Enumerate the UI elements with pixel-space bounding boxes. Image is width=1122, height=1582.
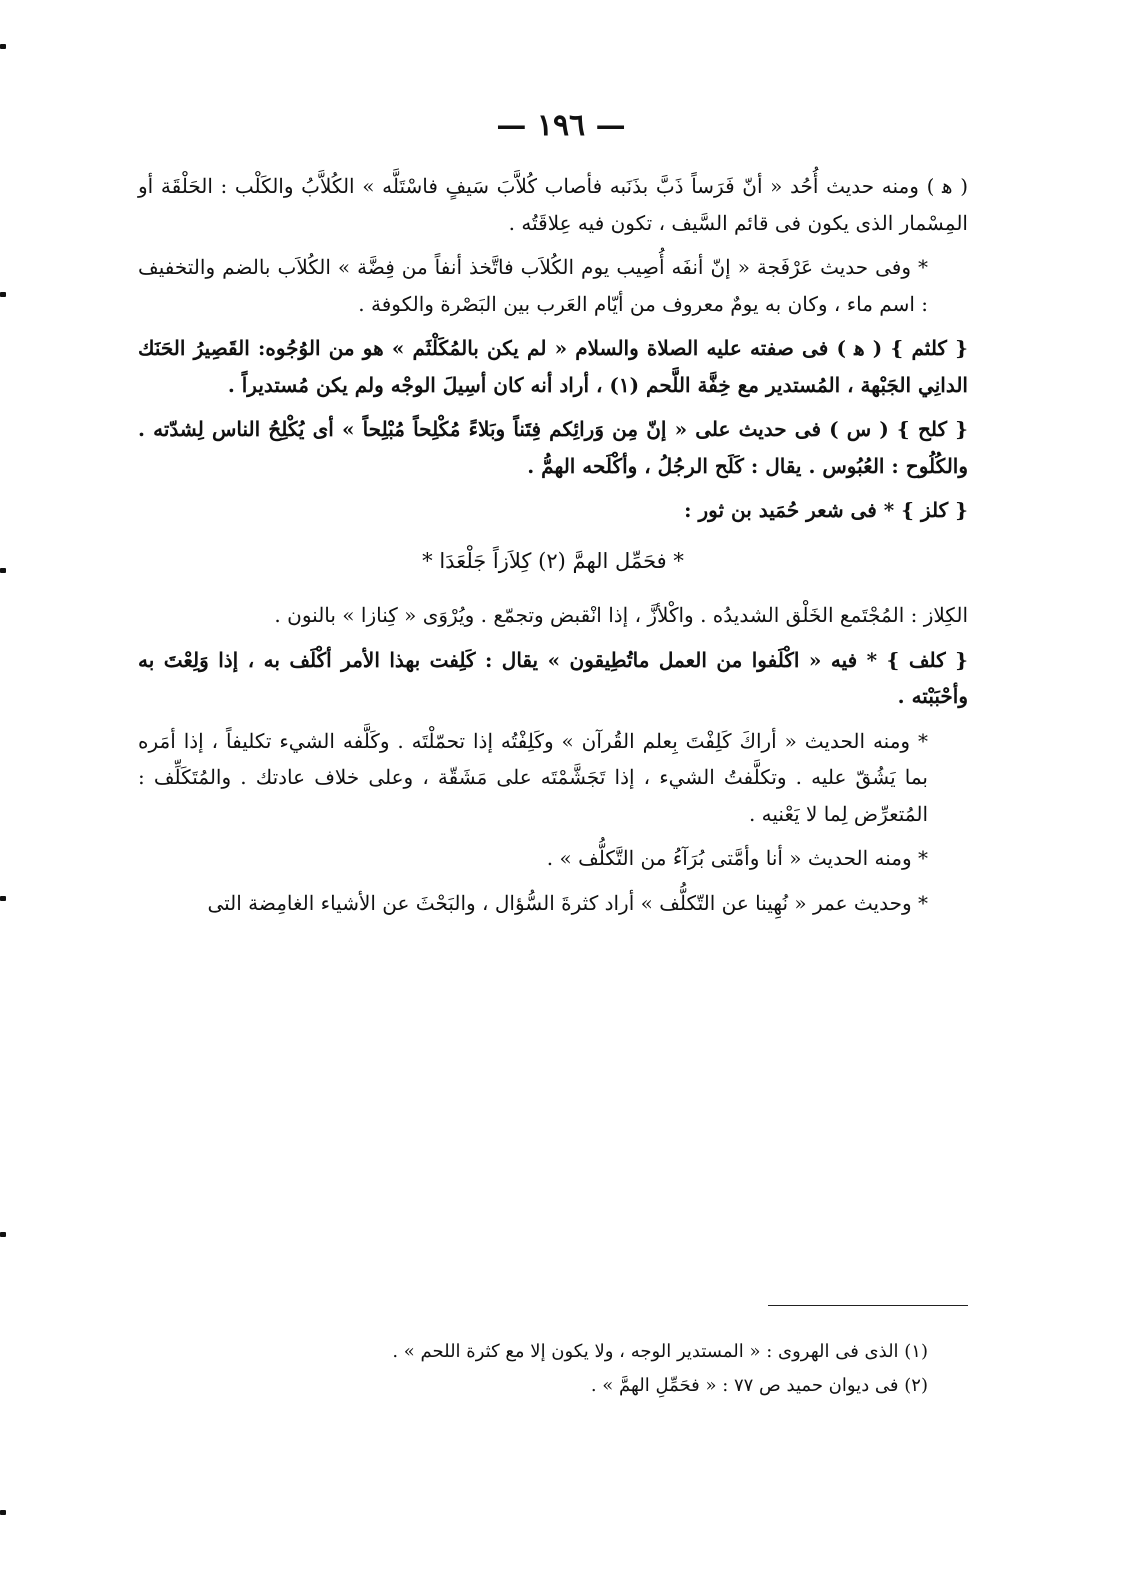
footnotes	[138, 1335, 928, 1403]
footnote-1: (١) الذى فى الهروى : « المستدير الوجه ، ولا يكون إلا مع كثرة اللحم » .	[392, 1341, 928, 1362]
entry-paragraph-kalthama: { كلثم } ( ﻫ ) فى صفته عليه الصلاة والسلام « لم يكن بالمُكَلْثَم » هو من الوُجُوه: القَصِيرُ الحَنَك الدانِي الجَبْهة ، المُستدير مع خِفَّة اللَّحم (١) ، أراد أنه كان أسِيلَ الوجْه ولم يكن مُستديراً .	[138, 336, 968, 397]
paragraph: * ومنه الحديث « أنا وأمَّتى بُرَآءُ من التَّكلُّف » .	[546, 846, 928, 870]
scan-edge-mark	[0, 568, 6, 573]
verse-line: * فحَمِّل الهمَّ (٢) كِلاَزاً جَلْعَدَا *	[422, 548, 684, 573]
entry-paragraph-kalafa: { كلف } * فيه « اكْلَفوا من العمل ماتُطِيقون » يقال : كَلِفت بهذا الأمر أكْلَف به ، إذا وَلِعْتَ به وأحْبَبْته .	[138, 647, 968, 708]
footnote-divider	[768, 1305, 968, 1306]
page-number: — ١٩٦ —	[496, 108, 626, 143]
paragraph: * وحديث عمر « نُهِينا عن التّكلُّف » أراد كثرةَ السُّؤال ، والبَحْثَ عن الأشياء الغامِضة التى	[207, 890, 928, 915]
entry-paragraph-kalaha: { كلح } ( س ) فى حديث على « إنّ مِن وَرائِكم فِتَناً وبَلاءً مُكْلِحاً مُبْلِحاً » أى يُكْلِحُ الناس لِشدّته . والكُلُوح : العُبُوس . يقال : كَلَح الرجُلُ ، وأكْلَحه الهمُّ .	[138, 417, 968, 478]
paragraph: ( ﻫ ) ومنه حديث أُحُد « أنّ فَرَساً ذَبَّ بذَنَبه فأصاب كُلاَّبَ سَيفٍ فاسْتَلَّه » الكُلاَّبُ والكَلْب : الحَلْقَة أو المِسْمار الذى يكون فى قائم السَّيف ، تكون فيه عِلاقَتُه .	[138, 174, 968, 235]
scan-edge-mark	[0, 1510, 6, 1515]
scan-edge-mark	[0, 1232, 6, 1237]
paragraph: * وفى حديث عَرْفَجة « إنّ أنفَه أُصِيب يوم الكُلاَب فاتَّخذ أنفاً من فِضَّة » الكُلاَب بالضم والتخفيف : اسم ماء ، وكان به يومٌ معروف من أيّام العَرب بين البَصْرة والكوفة .	[138, 255, 928, 316]
scan-edge-mark	[0, 44, 6, 49]
scan-edge-mark	[0, 292, 6, 297]
scan-edge-mark	[0, 896, 6, 901]
entry-paragraph-kalaza: { كلز } * فى شعر حُمَيد بن ثور :	[684, 498, 968, 522]
main-text	[138, 168, 968, 929]
paragraph: الكِلاز : المُجْتَمع الخَلْق الشديدُه . واكْلأزَّ ، إذا انْقبض وتجمّع . ويُرْوَى « كِنازا » بالنون .	[274, 603, 968, 627]
paragraph: * ومنه الحديث « أراكَ كَلِفْتَ بِعلم القُرآن » وكَلِفْتُه إذا تحمّلْتَه . وكَلَّفه الشيء تكليفاً ، إذا أمَره بما يَشُقّ عليه . وتكلَّفتُ الشيء ، إذا تَجَشَّمْتَه على مَشَقّة ، وعلى خلاف عادتك . والمُتَكَلِّف : المُتعرِّض لِما لا يَعْنيه .	[138, 728, 928, 826]
footnote-2: (٢) فى ديوان حميد ص ٧٧ : « فحَمِّلِ الهمَّ » .	[590, 1375, 928, 1396]
